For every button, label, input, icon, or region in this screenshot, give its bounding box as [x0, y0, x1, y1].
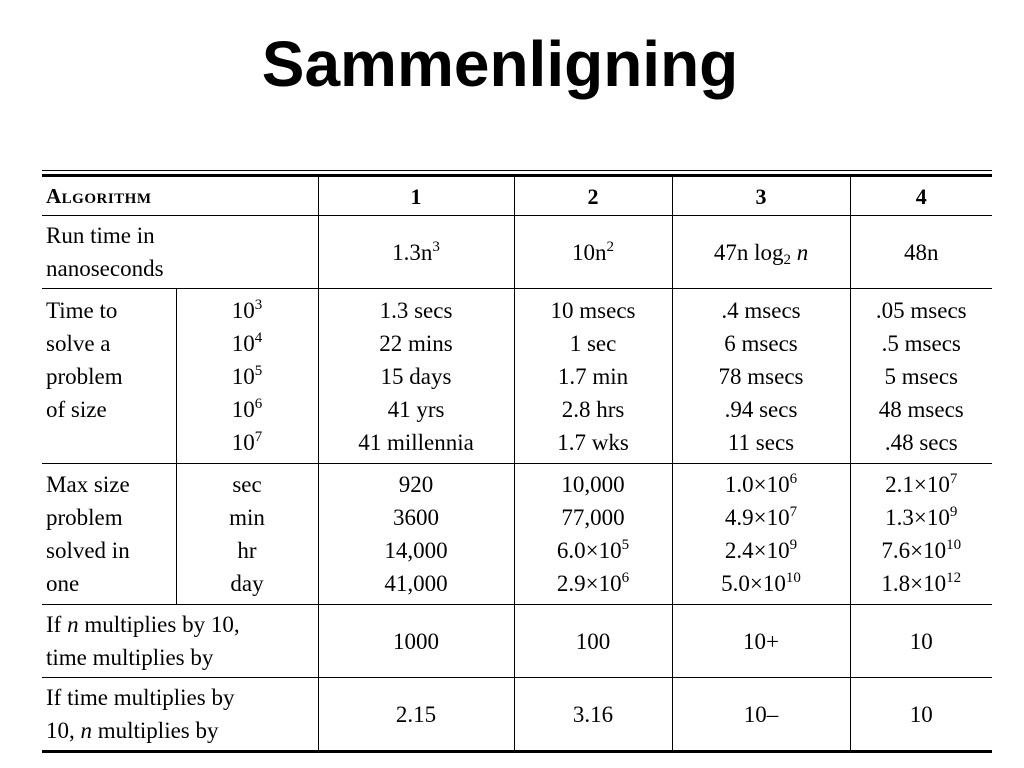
max-value: 10,000	[561, 472, 625, 497]
time-label-line: solve a	[46, 330, 111, 356]
run-time-label-line2: nanoseconds	[46, 256, 164, 281]
time-value: 11 secs	[727, 429, 795, 455]
size-value: $10^3$	[231, 296, 263, 323]
n-mult-label-line2: time multiplies by	[46, 645, 214, 670]
time-value: 41 yrs	[387, 396, 445, 422]
unit-value: min	[229, 505, 265, 530]
time-label-line: Time to	[46, 297, 118, 323]
table-row-max-size	[42, 464, 992, 605]
page-title: Sammenligning	[261, 28, 739, 100]
t-mult-label	[42, 678, 318, 752]
run-time-label	[42, 216, 318, 289]
t-mult-label-line1: If time multiplies by	[46, 685, 235, 710]
max-value: 920	[398, 472, 434, 497]
unit-value: day	[230, 571, 264, 596]
time-units	[176, 464, 318, 605]
run-time-label-line1: Run time in	[46, 223, 155, 248]
time-value: .4 msecs	[721, 297, 801, 323]
max-values-alg-3	[672, 464, 850, 605]
time-value: 41 millennia	[358, 429, 474, 455]
t-mult-value-1: 2.15	[318, 678, 514, 752]
max-value: $7.6\times 10^{10}$	[881, 537, 962, 563]
header-col-1: 1	[318, 176, 514, 216]
time-value: 5 msecs	[884, 363, 958, 389]
table-row-run-time	[42, 216, 992, 289]
max-values-alg-2	[514, 464, 672, 605]
time-values-alg-1	[318, 289, 514, 464]
header-algorithm: Algorithm	[42, 176, 318, 216]
time-label-line: of size	[46, 396, 107, 422]
max-value: 77,000	[561, 505, 625, 530]
time-value: 22 mins	[379, 330, 453, 356]
max-values-alg-4	[850, 464, 992, 605]
header-col-2: 2	[514, 176, 672, 216]
n-mult-value-1: 1000	[318, 605, 514, 678]
max-value: $1.3\times 10^9$	[885, 504, 958, 530]
n-mult-value-4: 10	[850, 605, 992, 678]
max-value: $6.0\times 10^5$	[556, 537, 630, 563]
time-value: .05 msecs	[875, 297, 967, 323]
time-value: .94 secs	[724, 396, 798, 422]
time-label-spacer	[46, 426, 172, 459]
n-mult-value-3: 10+	[672, 605, 850, 678]
time-values-alg-3	[672, 289, 850, 464]
size-value: $10^7$	[231, 428, 263, 455]
time-value: 2.8 hrs	[561, 396, 625, 422]
table-row-n-multiplies	[42, 605, 992, 678]
max-size-label	[42, 464, 176, 605]
n-mult-value-2: 100	[514, 605, 672, 678]
time-label-line: problem	[46, 363, 123, 389]
unit-value: hr	[237, 538, 257, 563]
max-label-line: one	[46, 571, 80, 596]
max-values-alg-1	[318, 464, 514, 605]
n-mult-label-line1: If n multiplies by 10,	[46, 612, 240, 637]
size-value: $10^4$	[231, 329, 263, 356]
max-value: $2.4\times 10^9$	[724, 537, 798, 563]
time-values-alg-4	[850, 289, 992, 464]
max-label-line: solved in	[46, 538, 130, 563]
problem-sizes	[176, 289, 318, 464]
size-value: $10^5$	[231, 362, 263, 389]
time-value: .5 msecs	[881, 330, 961, 356]
table-header-row	[42, 176, 992, 216]
max-value: $5.0\times 10^{10}$	[721, 570, 801, 596]
max-value: $1.8\times 10^{12}$	[881, 570, 962, 596]
max-value: $2.9\times 10^6$	[556, 570, 630, 596]
time-value: 1.3 secs	[379, 297, 453, 323]
t-mult-value-2: 3.16	[514, 678, 672, 752]
max-value: 3600	[393, 505, 440, 530]
unit-value: sec	[232, 472, 262, 497]
size-value: $10^6$	[231, 395, 263, 422]
time-values-alg-2	[514, 289, 672, 464]
max-label-line: Max size	[46, 472, 130, 497]
max-value: 14,000	[384, 538, 448, 563]
run-time-formula-1: $1.3n^3$	[318, 216, 514, 289]
table-row-time-multiplies	[42, 678, 992, 752]
time-value: 48 msecs	[878, 396, 964, 422]
header-col-4: 4	[850, 176, 992, 216]
t-mult-label-line2: 10, n multiplies by	[46, 718, 219, 743]
max-value: $4.9\times 10^7$	[724, 504, 798, 530]
n-mult-label	[42, 605, 318, 678]
time-value: .48 secs	[884, 429, 958, 455]
max-label-line: problem	[46, 505, 123, 530]
time-value: 1.7 min	[557, 363, 629, 389]
max-value: 41,000	[384, 571, 448, 596]
time-value: 6 msecs	[724, 330, 798, 356]
t-mult-value-3: 10–	[672, 678, 850, 752]
table-top-rule	[42, 170, 992, 171]
max-value: $2.1\times 10^7$	[885, 471, 958, 497]
run-time-formula-3: 47n $\log_2 n$	[672, 216, 850, 289]
run-time-formula-2: $10n^2$	[514, 216, 672, 289]
time-value: 10 msecs	[550, 297, 636, 323]
run-time-formula-4: 48n	[850, 216, 992, 289]
time-value: 15 days	[380, 363, 452, 389]
max-value: $1.0\times 10^6$	[724, 471, 798, 497]
time-to-solve-label	[42, 289, 176, 464]
time-value: 1.7 wks	[557, 429, 629, 455]
time-value: 78 msecs	[718, 363, 804, 389]
time-value: 1 sec	[569, 330, 617, 356]
table-row-time-to-solve	[42, 289, 992, 464]
comparison-table	[42, 174, 992, 753]
header-col-3: 3	[672, 176, 850, 216]
t-mult-value-4: 10	[850, 678, 992, 752]
